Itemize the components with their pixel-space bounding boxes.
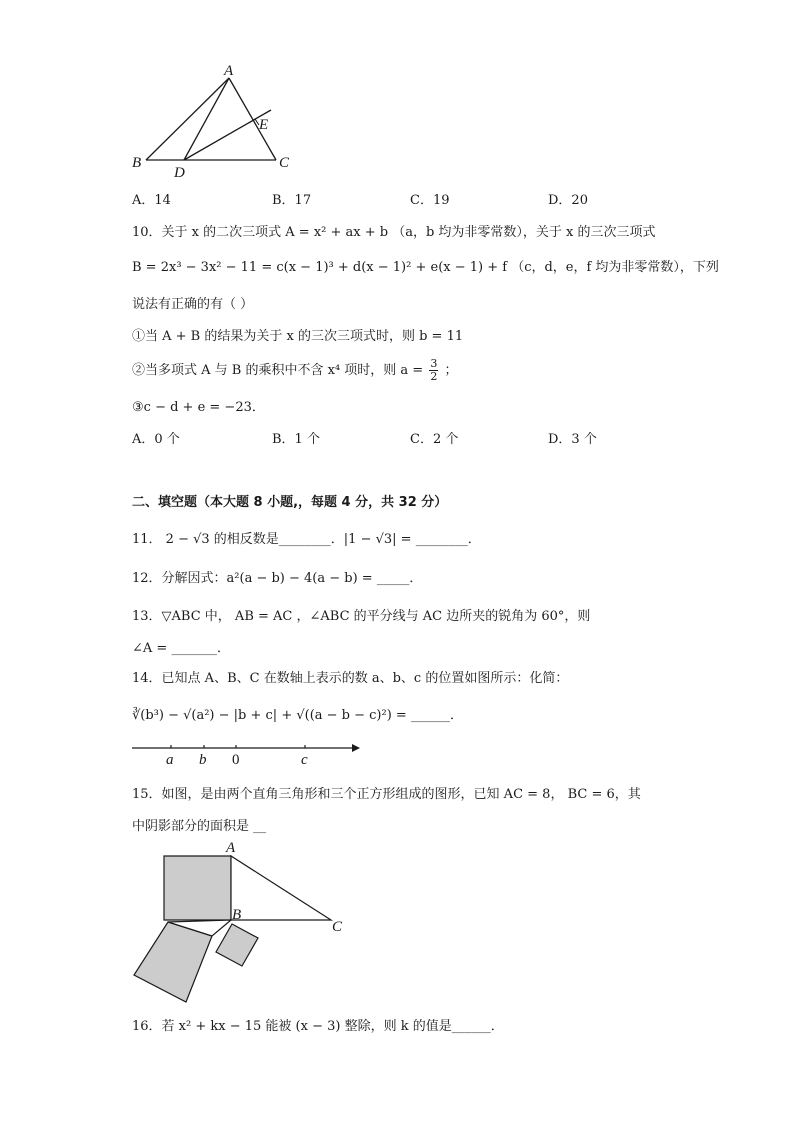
label-c: c [301,752,308,768]
q12: 12．分解因式：a²(a − b) − 4(a − b) = _____． [132,571,423,586]
label-c: C [279,155,290,171]
squares-triangles-figure [128,836,358,1006]
label-b: B [132,155,142,171]
q9-option-c[interactable]: C．19 [410,193,450,208]
q10-option-a[interactable]: A．0 个 [132,432,180,447]
q9-option-b[interactable]: B．17 [272,193,312,208]
label-e: E [259,117,269,133]
label-d: D [174,165,185,180]
q16: 16．若 x² + kx − 15 能被 (x − 3) 整除，则 k 的值是______． [132,1019,504,1034]
square-bottom-left [134,922,212,1002]
segment-ac [229,78,276,160]
triangle-abc [231,856,331,920]
q10-option-b[interactable]: B．1 个 [272,432,320,447]
q10-statement-1: ①当 A + B 的结果为关于 x 的三次三项式时，则 b = 11 [132,329,464,344]
label-a: a [166,752,174,768]
q9-option-d[interactable]: D．20 [548,193,588,208]
q10-line-3: 说法有正确的有（ ） [132,297,254,312]
q10-option-c[interactable]: C．2 个 [410,432,459,447]
label-b: B [232,907,242,923]
q10-s2-end: ； [444,363,458,378]
q11: 11． 2 − √3 的相反数是________．|1 − √3| = ________． [132,532,481,547]
q10-statement-2 [132,356,457,386]
q10-option-d[interactable]: D．3 个 [548,432,597,447]
q13-line-1: 13．▽ABC 中， AB = AC ，∠ABC 的平分线与 AC 边所夹的锐角为 60°，则 [132,609,591,624]
label-a: A [226,840,236,856]
q10-statement-3: ③c − d + e = −23． [132,400,265,415]
triangle-figure-q9 [128,60,298,180]
label-a: A [224,63,234,79]
q10-line-1: 10．关于 x 的二次三项式 A = x² + ax + b （a，b 均为非零常数），关于 x 的三次三项式 [132,225,656,240]
q13-line-2: ∠A = _______． [132,641,230,656]
q10-s2-text: ②当多项式 A 与 B 的乘积中不含 x⁴ 项时，则 a = [132,363,424,378]
square-top [164,856,231,920]
q15-line-1: 15．如图，是由两个直角三角形和三个正方形组成的图形，已知 AC = 8， BC = 6，其 [132,787,641,802]
label-zero: 0 [232,752,240,768]
label-b: b [199,752,207,768]
segment-ba [146,78,229,160]
label-c: C [332,919,343,935]
arrow-right-icon [352,744,360,752]
q14-line-2: ∛(b³) − √(a²) − |b + c| + √((a − b − c)²) = ______． [132,708,463,723]
q14-line-1: 14．已知点 A、B、C 在数轴上表示的数 a、b、c 的位置如图所示：化简： [132,671,569,686]
square-bottom-right [216,924,258,966]
fraction-three-halves: $\frac{3}{2}$ [430,357,438,383]
q9-option-a[interactable]: A．14 [132,193,171,208]
q10-line-2: B = 2x³ − 3x² − 11 = c(x − 1)³ + d(x − 1)² + e(x − 1) + f （c，d，e，f 均为非零常数），下列 [132,260,719,275]
number-line-figure [130,738,365,770]
section-2-title: 二、填空题（本大题 8 小题,，每题 4 分，共 32 分） [132,495,448,510]
q15-line-2: 中阴影部分的面积是 __ [132,819,267,834]
